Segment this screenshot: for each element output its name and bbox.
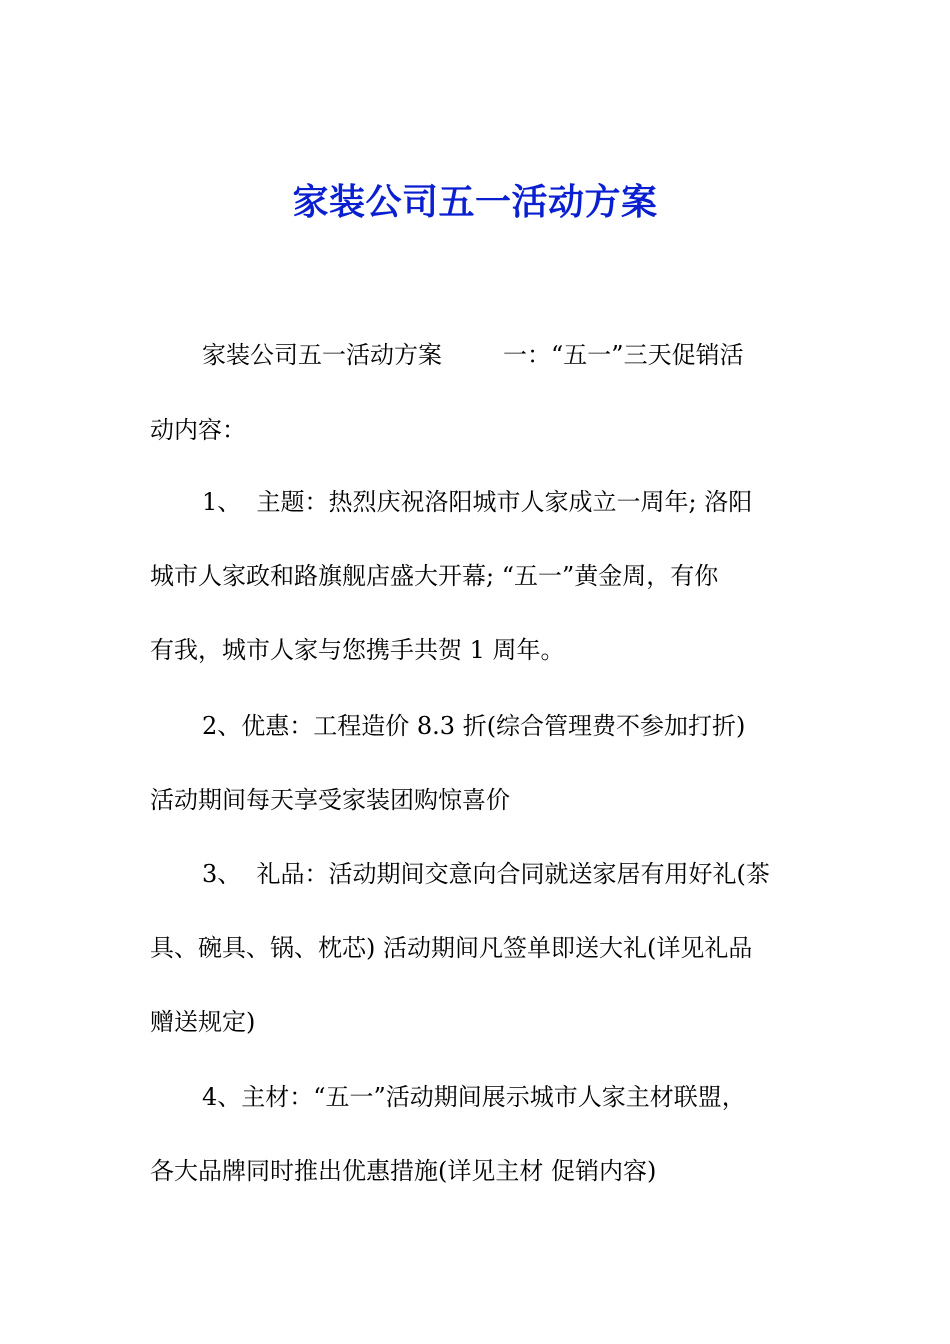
text-line: 具、碗具、锅、枕芯) 活动期间凡签单即送大礼(详见礼品	[150, 934, 753, 962]
text-line: 活动期间每天享受家装团购惊喜价	[150, 786, 510, 814]
text-line: 动内容：	[150, 416, 246, 444]
text-line: 城市人家政和路旗舰店盛大开幕; “五一”黄金周，有你	[150, 562, 719, 590]
text-line: 4、主材：“五一”活动期间展示城市人家主材联盟，	[202, 1083, 746, 1111]
text-line: 赠送规定)	[150, 1008, 256, 1036]
text-line: 各大品牌同时推出优惠措施(详见主材 促销内容)	[150, 1157, 657, 1185]
text-line: 3、 礼品：活动期间交意向合同就送家居有用好礼(茶	[202, 860, 770, 888]
text-line: 2、优惠：工程造价 8.3 折(综合管理费不参加打折)	[202, 712, 746, 740]
text-line: 1、 主题：热烈庆祝洛阳城市人家成立一周年; 洛阳	[202, 488, 753, 516]
text-line: 有我，城市人家与您携手共贺 1 周年。	[150, 636, 565, 664]
text-line: 家装公司五一活动方案 一：“五一”三天促销活	[202, 341, 744, 369]
document-title: 家装公司五一活动方案	[292, 181, 658, 223]
